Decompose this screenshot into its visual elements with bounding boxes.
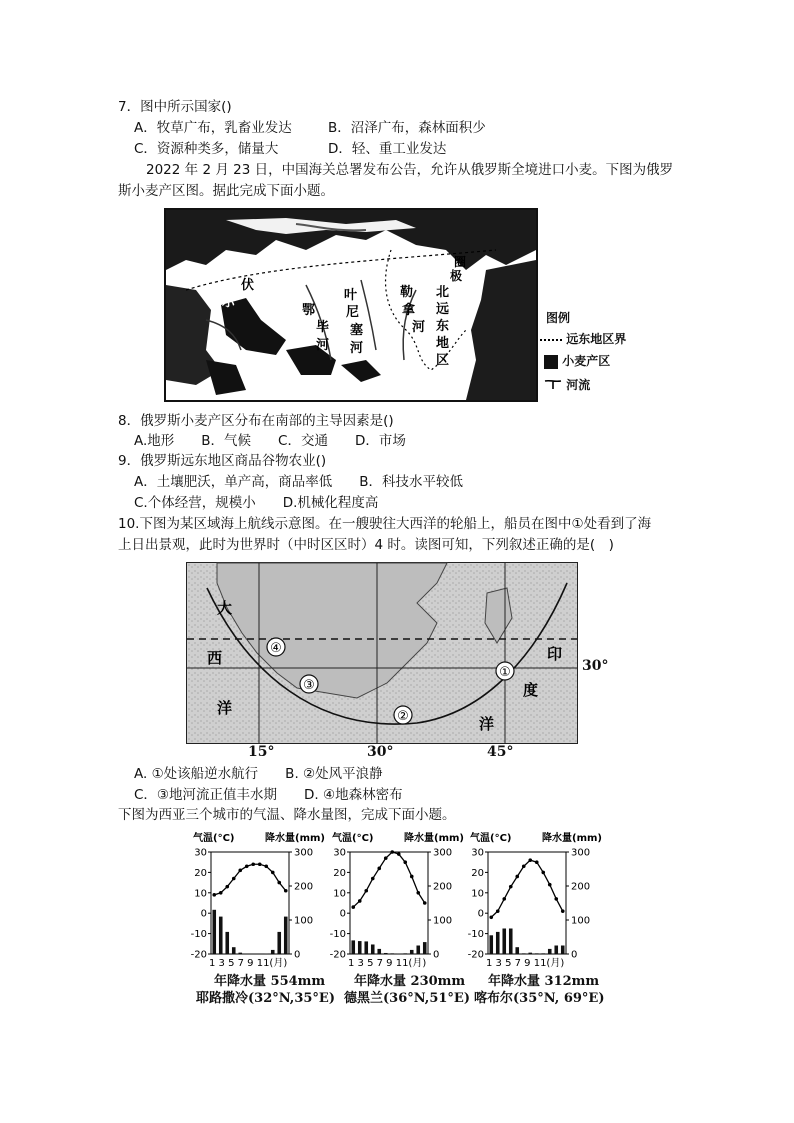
precip-bar	[284, 917, 288, 954]
precip-bar	[238, 953, 242, 954]
temp-point	[397, 852, 401, 856]
q7-option-b: B．沼泽广布，森林面积少	[328, 120, 486, 136]
legend-far-east-label: 远东地区界	[566, 332, 627, 346]
q10-line1: 10.下图为某区域海上航线示意图。在一艘驶往大西洋的轮船上，船员在图中①处看到了海	[118, 516, 652, 532]
legend-river	[544, 376, 590, 393]
temp-tick-label: 20	[471, 867, 484, 879]
precip-bar	[541, 953, 545, 954]
fareast-label-1: 北	[436, 285, 450, 300]
q10-options-row2: C．③地河流正值丰水期 D. ④地森林密布	[134, 787, 403, 803]
filled-square-icon	[544, 355, 558, 369]
temp-tick-label: 0	[477, 908, 484, 920]
precip-bar	[403, 953, 407, 954]
precip-bar	[528, 953, 532, 954]
precip-bar	[489, 935, 493, 954]
precip-tick-label: 0	[571, 949, 578, 961]
arctic-label-1: 圈	[454, 255, 467, 269]
q10-line2: 上日出景观，此时为世界时（中时区区时）4 时。读图可知，下列叙述正确的是( )	[118, 537, 614, 553]
temp-tick-label: 30	[194, 847, 207, 859]
ob-label-2: 毕	[316, 320, 330, 335]
precip-bar	[522, 953, 526, 954]
tehran-title: 德黑兰(36°N,51°E)	[344, 991, 470, 1006]
temp-point	[403, 860, 407, 864]
legend-title: 图例	[546, 311, 571, 325]
temp-point	[371, 877, 375, 881]
lon-30-label: 30°	[367, 744, 394, 760]
precip-bar	[384, 953, 388, 954]
temp-tick-label: 30	[333, 847, 346, 859]
lena-label-3: 河	[412, 320, 426, 335]
temp-tick-label: -20	[329, 949, 346, 961]
russia-wheat-map	[164, 208, 538, 402]
temp-point	[489, 915, 493, 919]
precip-bar	[423, 942, 427, 954]
sea-route-map	[186, 562, 578, 744]
temp-point	[358, 899, 362, 903]
precip-tick-label: 0	[433, 949, 440, 961]
indian-label-1: 印	[547, 645, 563, 663]
fareast-label-2: 远	[436, 302, 450, 317]
precip-tick-label: 0	[294, 949, 301, 961]
volga-label-2: 尔	[222, 295, 236, 310]
temp-point	[238, 869, 242, 873]
temp-point	[377, 867, 381, 871]
temp-point	[390, 850, 394, 854]
temp-tick-label: -20	[190, 949, 207, 961]
svg-text:②: ②	[397, 709, 409, 724]
q7-option-d: D．轻、重工业发达	[328, 141, 447, 157]
arctic-label-2: 极	[450, 269, 463, 283]
legend-river-label: 河流	[566, 378, 591, 392]
precip-tick-label: 100	[294, 915, 314, 927]
precip-axis-title: 降水量(mm)	[542, 833, 602, 844]
precip-bar	[502, 929, 506, 955]
temp-point	[284, 889, 288, 893]
precip-bar	[271, 950, 275, 954]
route-point-4	[267, 638, 285, 656]
q7-option-a: A．牧草广布，乳畜业发达	[134, 120, 292, 136]
precip-tick-label: 300	[571, 847, 591, 859]
yenisei-label-4: 河	[350, 341, 364, 356]
ob-label-1: 鄂	[302, 303, 316, 318]
temp-tick-label: 10	[333, 888, 346, 900]
precip-bar	[377, 949, 381, 954]
q9-stem: 9．俄罗斯远东地区商品谷物农业()	[118, 453, 327, 469]
route-point-2	[394, 706, 412, 724]
kabul-title: 喀布尔(35°N, 69°E)	[474, 991, 605, 1006]
yenisei-label-1: 叶	[344, 288, 358, 303]
temp-line	[353, 852, 425, 907]
precip-tick-label: 100	[433, 915, 453, 927]
precip-tick-label: 300	[433, 847, 453, 859]
q9-options-row1: A．土壤肥沃，单产高，商品率低 B．科技水平较低	[134, 474, 463, 490]
temp-point	[509, 885, 513, 889]
precip-bar	[232, 947, 236, 954]
temp-tick-label: 10	[471, 888, 484, 900]
precip-bar	[410, 950, 414, 954]
climate-intro: 下图为西亚三个城市的气温、降水量图，完成下面小题。	[118, 807, 456, 823]
temp-point	[384, 856, 388, 860]
svg-text:①: ①	[499, 665, 511, 680]
temp-point	[225, 885, 229, 889]
month-tick-labels: 1 3 5 7 9 11(月)	[348, 958, 427, 969]
month-tick-labels: 1 3 5 7 9 11(月)	[209, 958, 288, 969]
temp-axis-title: 气温(°C)	[193, 833, 235, 844]
q9-options-row2: C.个体经营，规模小 D.机械化程度高	[134, 495, 379, 511]
precip-bar	[416, 946, 420, 955]
atlantic-label-3: 洋	[217, 699, 233, 717]
yenisei-label-2: 尼	[346, 305, 360, 320]
temp-point	[548, 883, 552, 887]
precip-bar	[515, 947, 519, 954]
dotted-line-icon	[540, 339, 562, 341]
q8-stem: 8．俄罗斯小麦产区分布在南部的主导因素是()	[118, 413, 394, 429]
temp-line	[491, 860, 563, 917]
ob-label-3: 河	[316, 338, 330, 353]
russia-map-drawing	[166, 210, 536, 400]
lat-30-label: 30°	[582, 658, 609, 674]
precip-bar	[390, 953, 394, 954]
route-point-1	[496, 662, 514, 680]
precip-bar	[225, 932, 229, 954]
temp-point	[502, 897, 506, 901]
temp-point	[264, 864, 268, 868]
plot-frame	[350, 852, 428, 954]
temp-tick-label: 20	[333, 867, 346, 879]
temp-point	[364, 889, 368, 893]
tehran-annual-precip: 年降水量 230mm	[354, 974, 466, 989]
fareast-label-3: 东	[436, 319, 450, 334]
precip-axis-title: 降水量(mm)	[265, 833, 325, 844]
temp-axis-title: 气温(°C)	[470, 833, 512, 844]
temp-point	[251, 862, 255, 866]
legend-wheat-area	[544, 352, 610, 369]
temp-point	[535, 860, 539, 864]
route-map-drawing	[187, 563, 577, 743]
plot-frame	[211, 852, 289, 954]
temp-point	[423, 901, 427, 905]
temp-point	[271, 871, 275, 875]
precip-bar	[219, 917, 223, 954]
indian-label-3: 洋	[479, 715, 495, 733]
climate-chart-kabul	[467, 830, 610, 970]
temp-tick-label: -10	[467, 929, 484, 941]
jerusalem-title: 耶路撒冷(32°N,35°E)	[196, 991, 335, 1006]
precip-tick-label: 200	[294, 881, 314, 893]
precip-tick-label: 200	[571, 881, 591, 893]
temp-point	[522, 864, 526, 868]
fareast-label-5: 区	[436, 353, 450, 368]
climate-chart-jerusalem	[190, 830, 333, 970]
precip-bar	[351, 940, 355, 954]
temp-point	[515, 875, 519, 879]
temp-point	[245, 864, 249, 868]
legend-wheat-label: 小麦产区	[562, 354, 611, 368]
precip-bar	[364, 941, 368, 954]
precip-bar	[509, 929, 513, 955]
temp-point	[416, 891, 420, 895]
precip-bar	[277, 932, 281, 954]
temp-tick-label: 0	[200, 908, 207, 920]
temp-point	[219, 891, 223, 895]
precip-bar	[548, 949, 552, 954]
plot-frame	[488, 852, 566, 954]
temp-axis-title: 气温(°C)	[332, 833, 374, 844]
temp-point	[528, 858, 532, 862]
q10-options-row1: A. ①处该船逆水航行 B. ②处风平浪静	[134, 766, 383, 782]
kabul-annual-precip: 年降水量 312mm	[488, 974, 600, 989]
legend-far-east-border	[540, 330, 626, 347]
temp-tick-label: 10	[194, 888, 207, 900]
lon-45-label: 45°	[487, 744, 514, 760]
intro-russia-line1: 2022 年 2 月 23 日，中国海关总署发布公告，允许从俄罗斯全境进口小麦。下图为俄罗	[146, 162, 674, 178]
precip-bar	[212, 910, 216, 954]
temp-point	[541, 871, 545, 875]
precip-tick-label: 300	[294, 847, 314, 859]
svg-text:③: ③	[303, 678, 315, 693]
indian-label-2: 度	[523, 681, 539, 699]
q7-stem: 7．图中所示国家()	[118, 99, 232, 115]
temp-point	[496, 909, 500, 913]
atlantic-label-1: 大	[217, 599, 233, 617]
lena-label-2: 拿	[402, 303, 416, 318]
q7-option-c: C．资源种类多，储量大	[134, 141, 279, 157]
temp-point	[258, 862, 262, 866]
temp-point	[561, 909, 565, 913]
temp-point	[232, 877, 236, 881]
precip-axis-title: 降水量(mm)	[404, 833, 464, 844]
precip-bar	[561, 946, 565, 955]
temp-line	[214, 864, 286, 895]
precip-bar	[358, 941, 362, 954]
precip-tick-label: 100	[571, 915, 591, 927]
temp-tick-label: 20	[194, 867, 207, 879]
lon-15-label: 15°	[248, 744, 275, 760]
svg-text:④: ④	[270, 641, 282, 656]
climate-chart-tehran	[329, 830, 472, 970]
temp-tick-label: 30	[471, 847, 484, 859]
yenisei-label-3: 塞	[350, 323, 364, 338]
precip-tick-label: 200	[433, 881, 453, 893]
temp-tick-label: 0	[339, 908, 346, 920]
volga-label-1: 伏	[241, 278, 255, 293]
q8-options: A.地形 B．气候 C．交通 D．市场	[134, 433, 406, 449]
atlantic-label-2: 西	[207, 649, 223, 667]
temp-point	[554, 897, 558, 901]
precip-bar	[554, 946, 558, 955]
temp-tick-label: -10	[190, 929, 207, 941]
temp-point	[351, 905, 355, 909]
precip-bar	[371, 944, 375, 954]
precip-bar	[535, 953, 539, 954]
route-point-3	[300, 675, 318, 693]
precip-bar	[496, 932, 500, 954]
intro-russia-line2: 斯小麦产区图。据此完成下面小题。	[118, 183, 334, 199]
river-icon	[544, 378, 562, 393]
temp-point	[212, 893, 216, 897]
temp-tick-label: -10	[329, 929, 346, 941]
jerusalem-annual-precip: 年降水量 554mm	[214, 974, 326, 989]
lena-label-1: 勒	[400, 285, 414, 300]
temp-tick-label: -20	[467, 949, 484, 961]
fareast-label-4: 地	[436, 336, 450, 351]
temp-point	[277, 881, 281, 885]
temp-point	[410, 875, 414, 879]
month-tick-labels: 1 3 5 7 9 11(月)	[486, 958, 565, 969]
